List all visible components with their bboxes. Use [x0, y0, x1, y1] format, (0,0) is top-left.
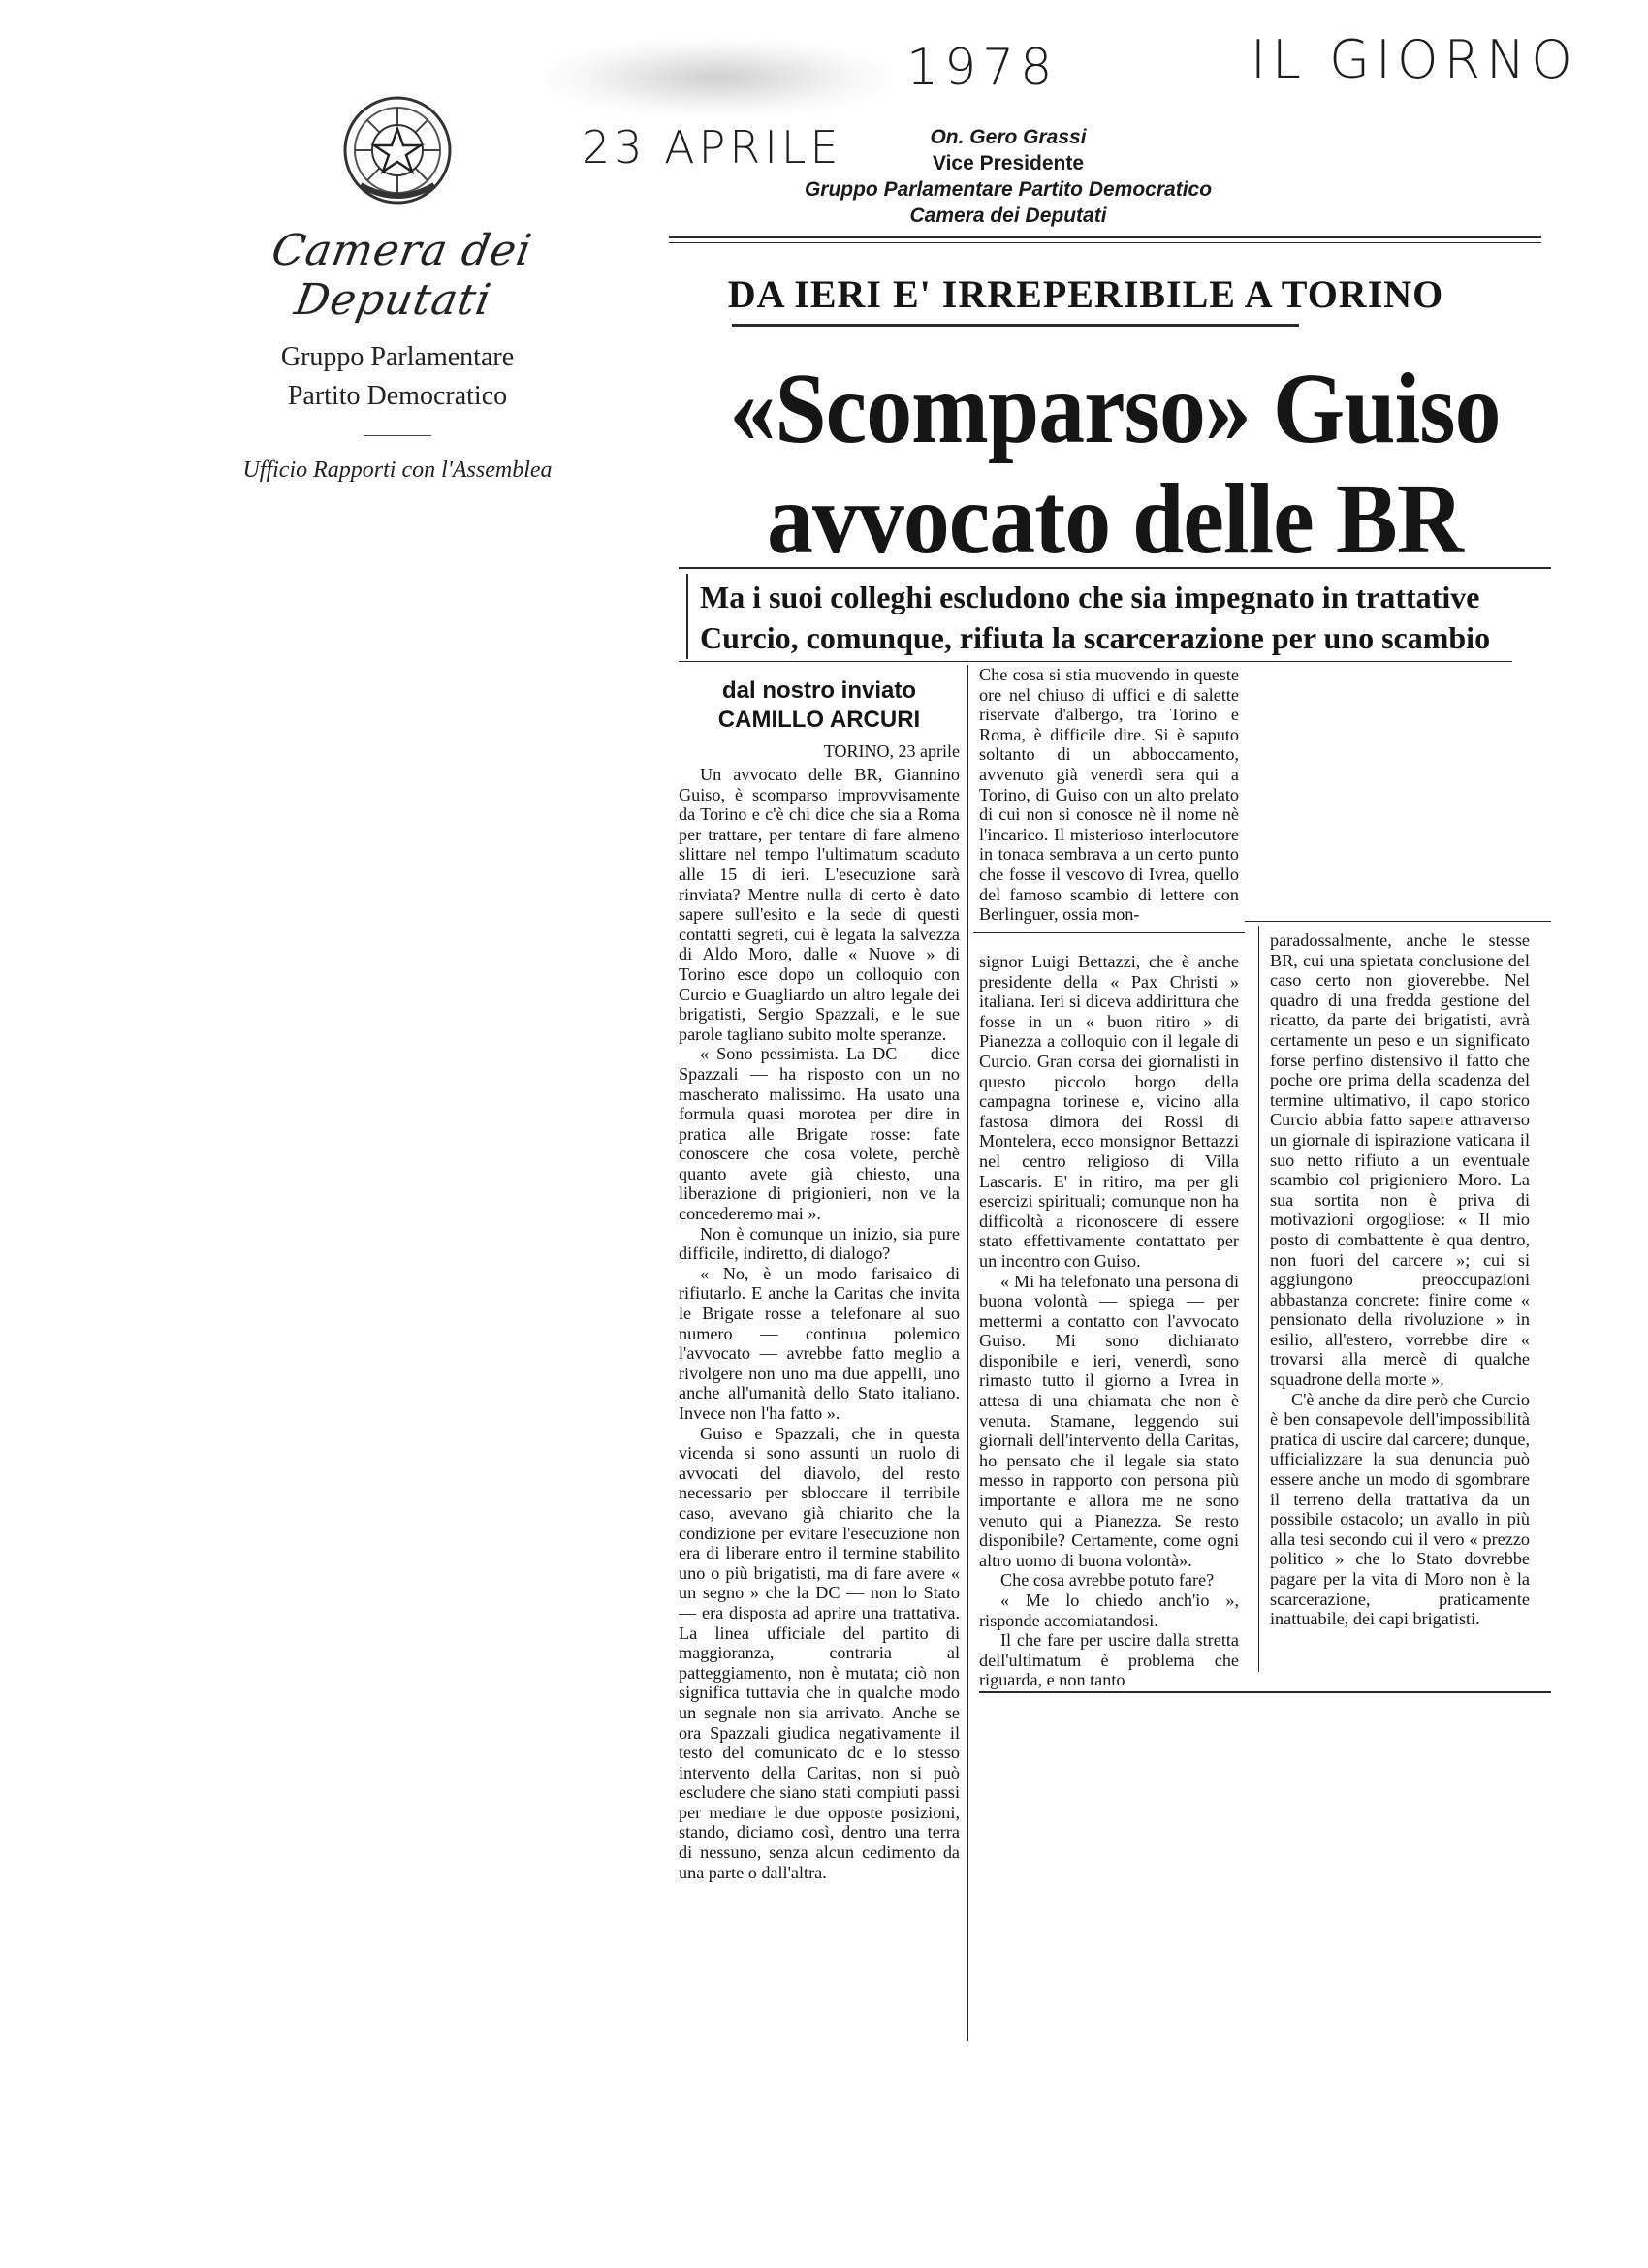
sender-chamber: Camera dei Deputati — [909, 205, 1107, 227]
scribble-smudge — [543, 39, 892, 116]
paragraph: Che cosa si stia muovendo in queste ore nel chiuso di uffici e di salette riservate d'albergo, tra Torino e Roma, è difficile dire. Si è saputo soltanto di un abboccamento, avvenuto già venerdì sera qui a Torino, di Guiso con un alto prelato di cui non si conosce nè il nome nè l'incarico. Il misterioso interlocutore in tonaca sembrava a un certo punto che fosse il vescovo di Ivrea, quello del famoso scambio di lettere con Berlinguer, ossia mon- — [979, 665, 1239, 925]
article-dateline: TORINO, 23 aprile — [823, 741, 960, 761]
article-column-2-bottom — [979, 952, 1239, 1690]
paragraph: Il che fare per uscire dalla stretta dell'ultimatum è problema che riguarda, e non tanto — [979, 1630, 1239, 1690]
column-divider-2 — [1258, 926, 1259, 1672]
office-name: Ufficio Rapporti con l'Assemblea — [242, 457, 553, 483]
italian-republic-emblem-icon — [339, 92, 456, 208]
group-line-2: Partito Democratico — [287, 381, 508, 411]
byline-author: CAMILLO ARCURI — [717, 707, 921, 733]
kicker-underline — [732, 324, 1299, 327]
article-kicker: DA IERI E' IRREPERIBILE A TORINO — [727, 272, 1444, 316]
subhead-line-2: Curcio, comunque, rifiuta la scarcerazione per uno scambio — [700, 620, 1491, 655]
subhead-left-rule — [686, 574, 688, 659]
handwritten-date: 23 APRILE — [582, 121, 842, 173]
paragraph: C'è anche da dire però che Curcio è ben consapevole dell'impossibilità pratica di uscire dal carcere; dunque, ufficializzare la sua denuncia può essere anche un modo di sgombrare il terreno della trattativa da un possibile ostacolo; un avallo in più alla tesi secondo cui il vero « prezzo politico » che lo Stato dovrebbe pagare per la vita di Moro non è la scarcerazione, praticamente inattuabile, dei capi brigatisti. — [1270, 1389, 1530, 1629]
handwritten-newspaper: IL GIORNO — [1251, 29, 1578, 90]
article-column-2-top — [979, 665, 1239, 925]
subhead-line-1: Ma i suoi colleghi escludono che sia impegnato in trattative — [700, 580, 1480, 614]
paragraph: Un avvocato delle BR, Giannino Guiso, è scomparso improvvisamente da Torino e c'è chi dice che sia a Roma per trattare, per tentare di fare almeno slittare nel tempo l'ultimatum scaduto alle 15 di ieri. L'esecuzione sarà rinviata? Mentre nulla di certo è dato sapere sull'esito e la sede di questi contatti segreti, cui è legata la salvezza di Aldo Moro, dalle « Nuove » di Torino esce dopo un colloquio con Curcio e Guagliardo un altro legale dei brigatisti, Sergio Spazzali, e le sue parole tagliano subito molte speranze. — [679, 765, 960, 1044]
headline-line-1: «Scomparso» Guiso — [729, 353, 1501, 464]
article-column-3 — [1270, 930, 1530, 1629]
byline-line-1: dal nostro inviato — [721, 677, 916, 704]
clipping-top-rule-thin — [669, 242, 1541, 243]
letterhead-divider — [364, 435, 431, 436]
paragraph: signor Luigi Bettazzi, che è anche presidente della « Pax Christi » italiana. Ieri si diceva addirittura che fosse in un « buon ritiro » di Pianezza a colloquio con il legale di Curcio. Gran corsa dei giornalisti in questo piccolo borgo della campagna torinese e, vicino alla fastosa dimora dei Rossi di Montelera, ecco monsignor Bettazzi nel centro religioso di Villa Lascaris. E' in ritiro, ma per gli esercizi spirituali; comunque non ha difficoltà a riconoscere di essere stato effettivamente contattato per un incontro con Guiso. — [979, 952, 1239, 1271]
subhead-bottom-rule — [679, 661, 1512, 662]
paragraph: « Me lo chiedo anch'io », risponde accomiatandosi. — [979, 1591, 1239, 1630]
letterhead — [194, 92, 601, 484]
article-byline — [679, 677, 960, 735]
clipping-top-rule — [669, 236, 1541, 238]
column-jump-rule-2 — [1245, 921, 1551, 922]
column-jump-rule — [973, 932, 1245, 933]
paragraph: paradossalmente, anche le stesse BR, cui una spietata conclusione del caso certo non gioverebbe. Nel quadro di una fredda gestione del ricatto, da parte dei brigatisti, avrà certamente un peso e un significato forse perfino distensivo il fatto che poche ore prima della scadenza del termine ultimativo, il capo storico Curcio abbia fatto sapere attraverso un giornale di ispirazione vaticana il suo netto rifiuto a un eventuale scambio col prigioniero Moro. La sua sortita non è priva di motivazioni orgogliose: « Il mio posto di combattente è qua dentro, non fuori del carcere »; cui si aggiungono preoccupazioni abbastanza concrete: finire come « pensionato della rivoluzione » in esilio, all'estero, vorrebbe dire « trovarsi alla mercè di qualche squadrone della morte ». — [1270, 930, 1530, 1390]
paragraph: « Sono pessimista. La DC — dice Spazzali — ha risposto con un no mascherato malissimo. Ha usato una formula quasi morotea per dire in pratica alle Brigate rosse: fate conoscere che cosa volete, perchè quanto avete già chiesto, una liberazione di prigionieri, non ve la concederemo mai ». — [679, 1044, 960, 1224]
institution-name: Camera dei Deputati — [268, 226, 536, 325]
handwritten-year: 1978 — [906, 39, 1059, 97]
paragraph: Non è comunque un inizio, sia pure difficile, indiretto, di dialogo? — [679, 1223, 960, 1264]
group-line-1: Gruppo Parlamentare — [280, 342, 515, 372]
paragraph: « No, è un modo farisaico di rifiutarlo. E anche la Caritas che invita le Brigate rosse a telefonare al suo numero — continua polemico l'avvocato — avrebbe fatto meglio a rivolgere non uno ma due appelli, uno anche all'umanità dello Stato italiano. Invece non l'ha fatto ». — [679, 1263, 960, 1423]
article-headline — [705, 354, 1525, 575]
sender-group: Gruppo Parlamentare Partito Democratico — [804, 178, 1213, 201]
paragraph: Guiso e Spazzali, che in questa vicenda si sono assunti un ruolo di avvocati del diavolo, del resto necessario per sbloccare il terribile caso, avevano già chiarito che la condizione per evitare l'esecuzione non era di liberare entro il termine stabilito uno o più brigatisti, ma di fare avere « un segno » che la DC — non lo Stato — era disposta ad aprire una trattativa. La linea ufficiale del partito di maggioranza, contraria al patteggiamento, non è mutata; ciò non significa tuttavia che in qualche modo un segnale non sia arrivato. Anche se ora Spazzali giudica negativamente il testo del comunicato dc e lo stesso intervento della Caritas, non si può escludere che siano stati compiuti passi per mediare le due opposte posizioni, stando, diciamo così, dentro una terra di nessuno, senza alcun cedimento da una parte o dall'altra. — [679, 1423, 960, 1882]
sender-role: Vice Presidente — [932, 152, 1085, 174]
article-subhead — [700, 577, 1534, 658]
sender-name: On. Gero Grassi — [930, 126, 1087, 148]
paragraph: « Mi ha telefonato una persona di buona volontà — spiega — per mettermi a contatto con l'avvocato Guiso. Mi sono dichiarato disponibile e ieri, venerdì, sono rimasto tutto il giorno a Ivrea in attesa di una chiamata che non è venuta. Stamane, leggendo sui giornali dell'intervento della Caritas, ho pensato che il legale sia stato messo in rapporto con persona più importante e allora me ne sono venuto qui a Pianezza. Se resto disponibile? Certamente, come ogni altro uomo di buona volontà». — [979, 1271, 1239, 1570]
sender-stamp — [776, 124, 1241, 229]
headline-line-2: avvocato delle BR — [767, 463, 1463, 575]
paragraph: Che cosa avrebbe potuto fare? — [1000, 1570, 1215, 1591]
column-divider-1 — [967, 665, 968, 2041]
article-column-1 — [679, 765, 960, 1882]
clipping-bottom-rule — [979, 1691, 1551, 1693]
